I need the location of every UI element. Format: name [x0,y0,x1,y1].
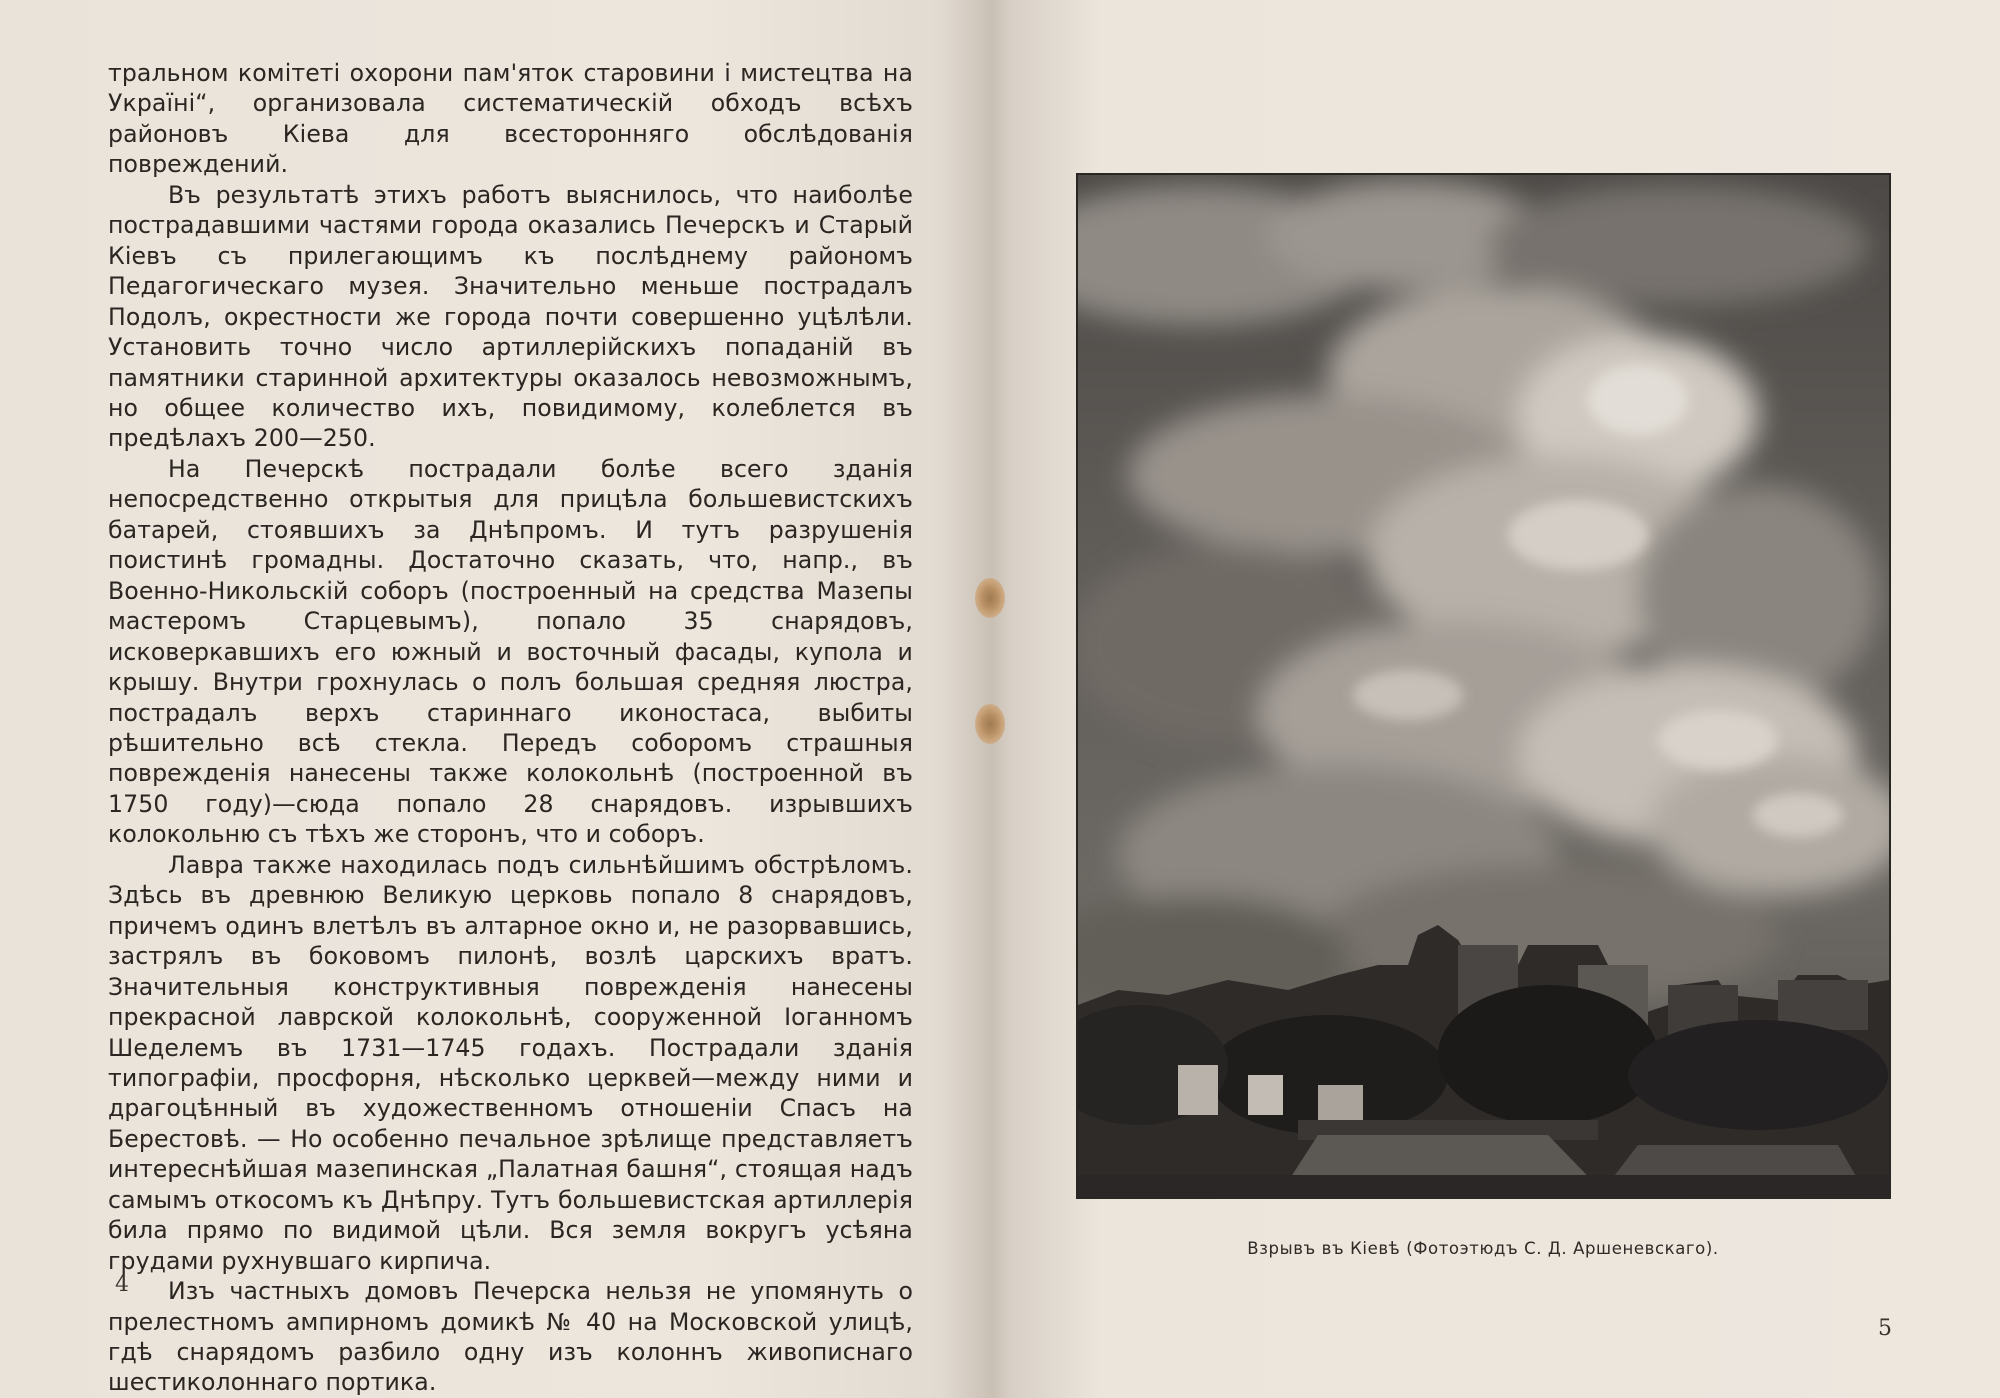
photo-caption: Взрывъ въ Кіевѣ (Фотоэтюдъ С. Д. Аршеневскаго). [1247,1239,1719,1258]
photograph [1076,173,1891,1199]
body-text [108,58,913,1398]
paragraph-5: Изъ частныхъ домовъ Печерска нельзя не упомянуть о прелестномъ ампирномъ домикѣ № 40 на Московской улицѣ, гдѣ снарядомъ разбило одну изъ колоннъ живописнаго шестиколоннаго портика. [108,1277,913,1397]
left-page [0,0,993,1398]
paragraph-2: Въ результатѣ этихъ работъ выяснилось, что наиболѣе пострадавшими частями города оказались Печерскъ и Старый Кіевъ съ прилегающимъ къ послѣднему райономъ Педагогическаго музея. Значительно меньше пострадалъ Подолъ, окрестности же города почти совершенно уцѣлѣли. Установить точно число артиллерійскихъ попаданій въ памятники старинной архитектуры оказалось невозможнымъ, но общее количество ихъ, повидимому, колеблется въ предѣлахъ 200—250. [108,180,913,453]
right-page [993,0,2000,1398]
paragraph-1: тральном комітеті охорони пам'яток старовини і мистецтва на Україні“, организовала систематическій обходъ всѣхъ районовъ Кіева для всесторонняго обслѣдованія повреждений. [108,59,913,179]
page-number-right: 5 [1878,1316,1892,1341]
explosion-photo-image [1078,175,1889,1197]
paragraph-4: Лавра также находилась подъ сильнѣйшимъ обстрѣломъ. Здѣсь въ древнюю Великую церковь попало 8 снарядовъ, причемъ одинъ влетѣлъ въ алтарное окно и, не разорвавшись, застрялъ въ боковомъ пилонѣ, возлѣ царскихъ вратъ. Значительныя конструктивныя поврежденія нанесены прекрасной лаврской колокольнѣ, сооруженной Іоганномъ Шеделемъ въ 1731—1745 годахъ. Пострадали зданія типографіи, просфорня, нѣсколько церквей—между ними и драгоцѣнный въ художественномъ отношеніи Спасъ на Берестовѣ. — Но особенно печальное зрѣлище представляетъ интереснѣйшая мазепинская „Палатная башня“, стоящая надъ самымъ откосомъ къ Днѣпру. Тутъ большевистская артиллерія била прямо по видимой цѣли. Вся земля вокругъ усѣяна грудами рухнувшаго кирпича. [108,850,913,1275]
page-number-left: 4 [115,1272,129,1297]
paragraph-3: На Печерскѣ пострадали болѣе всего зданія непосредственно открытыя для прицѣла большевистскихъ батарей, стоявшихъ за Днѣпромъ. И тутъ разрушенія поистинѣ громадны. Достаточно сказать, что, напр., въ Военно-Никольскій соборъ (построенный на средства Мазепы мастеромъ Старцевымъ), попало 35 снарядовъ, исковеркавшихъ его южный и восточный фасады, купола и крышу. Внутри грохнулась о полъ большая средняя люстра, пострадалъ верхъ стариннаго иконостаса, выбиты рѣшительно всѣ стекла. Передъ соборомъ страшныя поврежденія нанесены также колокольнѣ (построенной въ 1750 году)—сюда попало 28 снарядовъ. изрывшихъ колокольню съ тѣхъ же сторонъ, что и соборъ. [108,454,913,849]
